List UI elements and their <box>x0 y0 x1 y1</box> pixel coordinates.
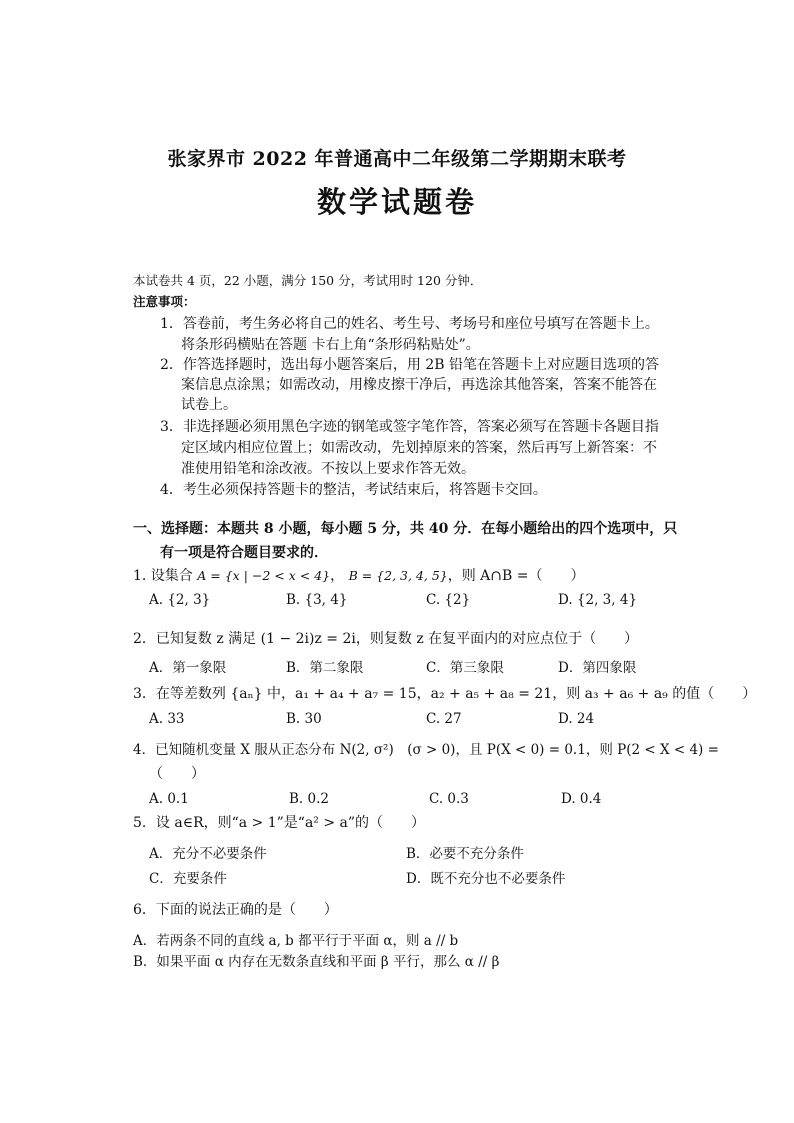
question-1-set-a: A = {x | −2 < x < 4} <box>197 568 331 583</box>
notice-line: 定区域内相应位置上；如需改动，先划掉原来的答案，然后再写上新答案：不 <box>181 440 657 456</box>
intro-text: 本试卷共 4 页，22 小题，满分 150 分，考试用时 120 分钟． <box>133 273 483 288</box>
question-2-stem: 2．已知复数 z 满足 (1 − 2i)z = 2i，则复数 z 在复平面内的对应点位于（ ） <box>133 631 639 647</box>
notice-line: 准使用铅笔和涂改液。不按以上要求作答无效。 <box>181 461 475 477</box>
option-c: C．充要条件 <box>149 871 227 887</box>
question-1-stem: 1. 设集合 A = {x | −2 < x < 4}， B = {2, 3, 4, 5}，则 A∩B =（ ） <box>133 568 585 584</box>
option-d: D．既不充分也不必要条件 <box>406 871 566 887</box>
option-c: C. {2} <box>426 592 471 608</box>
question-3-stem: 3．在等差数列 {aₙ} 中，a₁ + a₄ + a₇ = 15，a₂ + a₅ + a₈ = 21，则 a₃ + a₆ + a₉ 的值（ ） <box>133 686 757 702</box>
notice-line: 将条形码横贴在答题 卡右上角“条形码粘贴处”。 <box>181 337 480 353</box>
option-b: B．如果平面 α 内存在无数条直线和平面 β 平行，那么 α // β <box>133 954 500 970</box>
section-heading-line: 有一项是符合题目要求的． <box>160 545 328 561</box>
option-d: D. {2, 3, 4} <box>558 592 638 608</box>
question-1-suffix: ，则 A∩B =（ ） <box>447 568 585 584</box>
option-a: A．充分不必要条件 <box>149 846 267 862</box>
option-d: D．第四象限 <box>558 660 637 676</box>
option-a: A. 33 <box>149 711 185 727</box>
notice-line: 案信息点涂黑；如需改动，用橡皮擦干净后，再选涂其他答案，答案不能答在 <box>181 377 657 393</box>
option-a: A. 0.1 <box>149 791 189 807</box>
option-a: A．若两条不同的直线 a, b 都平行于平面 α，则 a // b <box>133 933 459 949</box>
option-b: B. 30 <box>286 711 322 727</box>
notice-line: 试卷上。 <box>181 397 237 413</box>
option-b: B．必要不充分条件 <box>406 846 524 862</box>
notice-line: 4．考生必须保持答题卡的整洁，考试结束后，将答题卡交回。 <box>160 482 547 498</box>
option-a: A．第一象限 <box>149 660 227 676</box>
option-c: C．第三象限 <box>426 660 504 676</box>
question-1-prefix: 1. 设集合 <box>133 568 193 584</box>
notice-line: 2．作答选择题时，选出每小题答案后，用 2B 铅笔在答题卡上对应题目选项的答 <box>160 357 660 373</box>
question-6-stem: 6．下面的说法正确的是（ ） <box>133 902 338 918</box>
question-5-stem: 5．设 a∈R，则“a > 1”是“a² > a”的（ ） <box>133 815 426 831</box>
question-1-set-b: B = {2, 3, 4, 5} <box>348 568 448 583</box>
option-c: C. 0.3 <box>429 791 469 807</box>
notice-line: 3．非选择题必须用黑色字迹的钢笔或签字笔作答，答案必须写在答题卡各题目指 <box>160 419 659 435</box>
option-b: B．第二象限 <box>286 660 364 676</box>
question-4-answer-paren: （ ） <box>149 766 205 782</box>
notice-line: 1．答卷前，考生务必将自己的姓名、考生号、考场号和座位号填写在答题卡上。 <box>160 316 659 332</box>
option-d: D. 0.4 <box>561 791 602 807</box>
option-c: C. 27 <box>426 711 462 727</box>
option-d: D. 24 <box>558 711 595 727</box>
option-a: A. {2, 3} <box>149 592 211 608</box>
option-b: B. 0.2 <box>289 791 329 807</box>
notice-heading: 注意事项： <box>133 294 196 309</box>
question-4-stem: 4．已知随机变量 X 服从正态分布 N(2, σ²) (σ > 0)，且 P(X < 0) = 0.1，则 P(2 < X < 4) = <box>133 742 719 758</box>
exam-title: 张家界市 2022 年普通高中二年级第二学期期末联考 <box>167 148 627 170</box>
option-b: B. {3, 4} <box>286 592 348 608</box>
section-heading-line: 一、选择题：本题共 8 小题，每小题 5 分，共 40 分．在每小题给出的四个选项中，只 <box>133 521 678 537</box>
exam-subtitle: 数学试题卷 <box>316 185 477 219</box>
